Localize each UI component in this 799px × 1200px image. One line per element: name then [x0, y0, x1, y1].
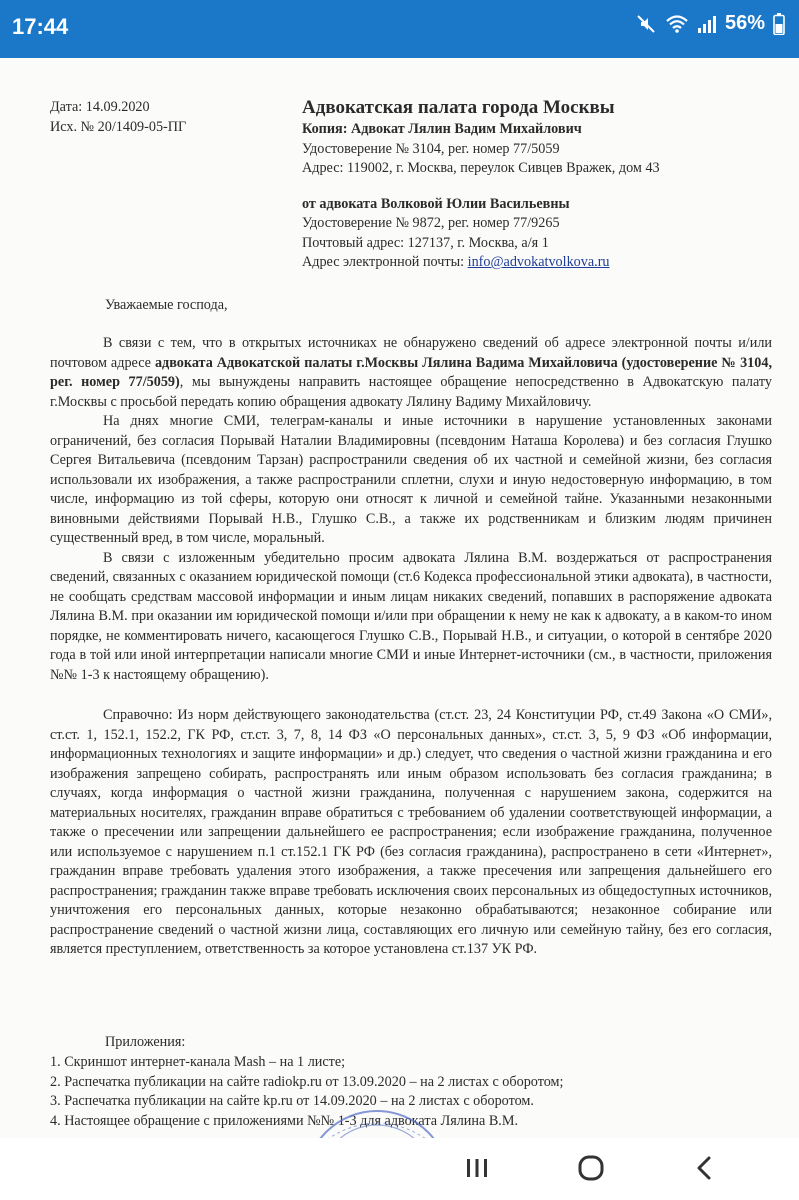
status-time: 17:44	[12, 14, 69, 39]
paragraph-1: В связи с тем, что в открытых источниках не обнаружено сведений об адресе электронной почты и/или почтовом адресе адвоката Адвокатской палаты г.Москвы Лялина Вадима Михайловича (удостоверение № 3104, рег. номер 77/5059), мы вынуждены направить настоящее обращение непосредственно в Адвокатскую палату г.Москвы с просьбой передать копию обращения адвокату Лялину Вадиму Михайловичу.	[50, 335, 773, 410]
recipient-copy: Копия: Адвокат Лялин Вадим Михайлович	[302, 121, 582, 137]
document-meta	[50, 98, 186, 137]
status-icons	[635, 12, 785, 35]
status-bar	[0, 0, 799, 58]
document-page	[0, 58, 799, 1138]
sender-email-label: Адрес электронной почты:	[302, 254, 468, 270]
recipient-title: Адвокатская палата города Москвы	[302, 97, 615, 118]
back-icon	[675, 1148, 735, 1188]
sender-email-link[interactable]: info@advokatvolkova.ru	[467, 254, 610, 270]
paragraph-3: В связи с изложенным убедительно просим адвоката Лялина В.М. воздержаться от распространения сведений, связанных с оказанием юридической помощи (ст.6 Кодекса профессиональной этики адвоката), в частности, не сообщать средствам массовой информации и иным лицам никаких сведений, попавших в распоряжение адвоката Лялина В.М. при оказании им юридической помощи и/или при обращении к нему не как к адвокату, а в каком-то ином порядке, не комментировать ничего, касающегося Глушко С.В., Порывай Н.В., и ситуации, о которой в сентябре 2020 года в той или иной интерпретации написали многие СМИ и иные Интернет-источники (см., в частности, приложения №№ 1-3 к настоящему обращению).	[50, 549, 772, 683]
wifi-icon	[665, 14, 689, 34]
signal-icon	[697, 14, 717, 34]
attachment-item: 3. Распечатка публикации на сайте kp.ru от 14.09.2020 – на 2 листах с оборотом.	[50, 1093, 534, 1109]
home-icon	[561, 1148, 621, 1188]
paragraph-2: На днях многие СМИ, телеграм-каналы и иные источники в нарушение установленных законами ограничений, без согласия Порывай Наталии Владимировны (псевдоним Наташа Королева) и без согласия Глушко Сергея Витальевича (псевдоним Тарзан) распространили сведения об их частной и семейной жизни, без согласия использовали их изображения, а также распространили сплетни, слухи и иную недостоверную информацию, в том числе, информацию из той сферы, которую они относят к личной и семейной тайне. Указанными незаконными виновными действиями Порывай Н.В., Глушко С.В., а также их родственникам и близким людям причинен существенный вред, в том числе, моральный.	[50, 413, 772, 546]
home-button[interactable]	[561, 1148, 621, 1188]
sender-postal: Почтовый адрес: 127137, г. Москва, а/я 1	[302, 234, 549, 251]
sender-name: от адвоката Волковой Юлии Васильевны	[302, 195, 570, 212]
battery-percent: 56%	[724, 12, 765, 34]
back-button[interactable]	[675, 1148, 735, 1188]
document-ref-number: Исх. № 20/1409-05-ПГ	[50, 118, 187, 135]
navigation-bar	[0, 1138, 799, 1200]
greeting: Уважаемые господа,	[105, 297, 228, 313]
recipient-address: Адрес: 119002, г. Москва, переулок Сивцев Вражек, дом 43	[302, 160, 660, 176]
attachment-item: 2. Распечатка публикации на сайте radiokp.ru от 13.09.2020 – на 2 листах с оборотом;	[50, 1073, 564, 1090]
attachment-item: 1. Скриншот интернет-канала Mash – на 1 листе;	[50, 1054, 346, 1070]
sender-certificate: Удостоверение № 9872, рег. номер 77/9265	[302, 215, 560, 231]
mute-icon	[635, 13, 657, 35]
recent-apps-icon	[447, 1148, 507, 1188]
battery-icon	[773, 13, 785, 35]
document-body	[50, 334, 772, 960]
addressee-block	[302, 96, 772, 273]
paragraph-4: Справочно: Из норм действующего законодательства (ст.ст. 23, 24 Конституции РФ, ст.49 Закона «О СМИ», ст.ст. 1, 152.1, 152.2, ГК РФ, ст.ст. 3, 7, 8, 14 ФЗ «О персональных данных», ст.ст. 3, 5, 9 ФЗ «Об информации, информационных технологиях и защите информации» и др.) следует, что сведения о частной жизни гражданина и его изображения запрещено собирать, распространять или иным образом использовать без согласия гражданина; в случаях, когда информация о частной жизни гражданина, полученная с нарушением закона, содержится на материальных носителях, гражданин вправе обратиться с требованием об удалении соответствующей информации, а также о пресечении или запрещении дальнейшего ее распространения; если изображение гражданина, полученное или используемое с нарушением п.1 ст.152.1 ГК РФ (без согласия гражданина), распространено в сети «Интернет», гражданин вправе требовать удаления этого изображения, а также пресечения или запрещения дальнейшего его распространения; гражданин также вправе требовать исключения своих персональных из общедоступных источников, уничтожения его персональных данных, которые незаконно обрабатываются; незаконное собирание или распространение сведений о частной жизни лица, составляющих его личную или семейную тайну, без его согласия, является преступлением, ответственность за которое установлена ст.137 УК РФ.	[50, 707, 772, 957]
document-date: Дата: 14.09.2020	[50, 99, 150, 115]
document-content	[0, 58, 799, 1138]
recipient-certificate: Удостоверение № 3104, рег. номер 77/5059	[302, 140, 560, 157]
paragraph-1-bold: адвоката Адвокатской палаты г.Москвы Лялина Вадима Михайловича (удостоверение № 3104, рег. номер 77/5059)	[50, 354, 772, 390]
recent-apps-button[interactable]	[447, 1148, 507, 1188]
sender-email-line	[302, 253, 772, 273]
attachment-item: 4. Настоящее обращение с приложениями №№ 1-3 для адвоката Лялина В.М.	[50, 1112, 519, 1129]
attachments-title: Приложения:	[105, 1034, 186, 1050]
